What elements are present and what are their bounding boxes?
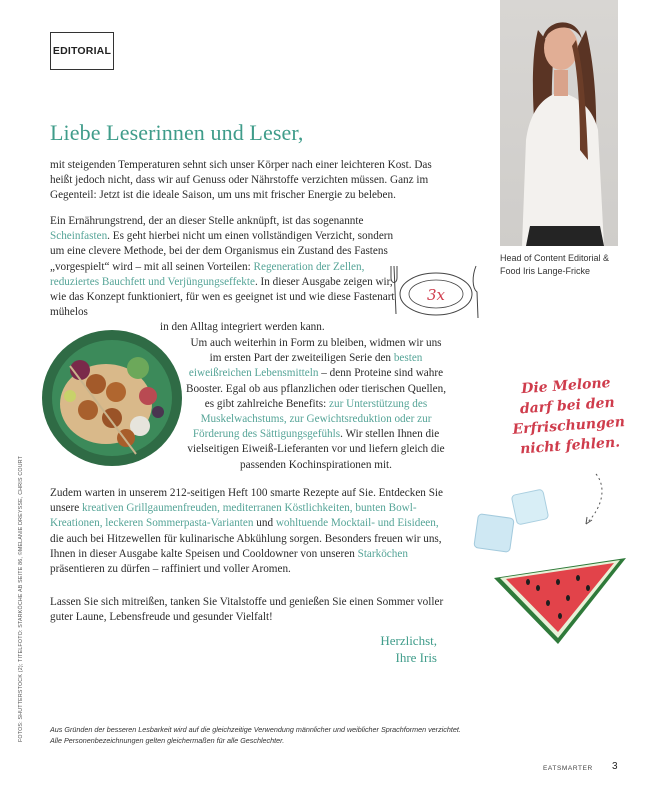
plate-badge: 3x [426,286,446,304]
footnote: Aus Gründen der besseren Lesbarkeit wird auf die gleichzeitige Verwendung männlicher und weiblicher Sprachformen verzichtet. Alle Personenbezeichnungen gelten gleichermaßen für alle Geschlechter. [50,725,461,745]
editor-portrait [500,0,618,246]
fasting-paragraph: Ein Ernährungstrend, der an dieser Stelle anknüpft, ist das sogenannte Scheinfasten. Es geht hierbei nicht um einen vollständigen Verzicht, sondern um eine clevere Methode, bei der dem Organismus ein Zustand des Fastens „vorgespielt“ wird – mit all seinen Vorteilen: Regeneration der Zellen, reduziertes Bauchfett und Verjüngungseffekte. In dieser Ausgabe zeigen wir, wie das Konzept funktioniert, für wen es geeignet ist und wie diese Fastenart mühelos in den Alltag integriert werden kann. [50,215,395,334]
sign-off: Herzlichst, Ihre Iris [380,633,437,665]
footer-brand: EATSMARTER [543,765,593,772]
section-tag: EDITORIAL [50,32,114,70]
portrait-caption: Head of Content Editorial & Food Iris Lange-Fricke [500,253,610,276]
editorial-headline: Liebe Leserinnen und Leser, [50,120,304,145]
melon-note: Die Melone darf bei den Erfrischungen nicht fehlen. [511,374,626,458]
recipes-paragraph: Zudem warten in unserem 212-seitigen Heft 100 smarte Rezepte auf Sie. Entdecken Sie unsere kreativen Grillgaumenfreuden, mediterranen Köstlichkeiten, bunten Bowl-Kreationen, leckeren Sommerpasta-Varianten und wohltuende Mocktail- und Eisideen, die auch bei Hitzewellen für kulinarische Abkühlung sorgen. Besonders freuen wir uns, Ihnen in dieser Ausgabe kalte Speisen und Cooldowner von unseren Starköchen präsentieren zu dürfen – raffiniert und voller Aromen. [50,487,443,576]
highlight-recipe-types: kreativen Grillgaumenfreuden, mediterranen Köstlichkeiten, bunten Bowl-Kreationen, leckeren Sommerpasta-Varianten [50,502,417,530]
highlight-protein-benefits: zur Unterstützung des Muskelwachstums, zur Gewichtsreduktion oder zur Förderung des Sättigungsgefühls [192,397,432,441]
dotted-arrow-icon [570,472,610,537]
page-number: 3 [612,761,618,772]
watermelon-image [488,548,638,653]
closing-paragraph: Lassen Sie sich mitreißen, tanken Sie Vitalstoffe und genießen Sie einen Sommer voller guter Laune, Lebensfreude und gesunder Vielfalt! [50,596,444,624]
food-bowl-image [40,326,188,475]
highlight-protein-foods: besten eiweißreichen Lebensmitteln [188,352,423,380]
protein-paragraph: Um auch weiterhin in Form zu bleiben, widmen wir uns im ersten Part der zweiteiligen Serie den besten eiweißreichen Lebensmitteln – denn Proteine sind wahre Booster. Egal ob aus pflanzlichen oder tierischen Quellen, es gibt zahlreiche Benefits: zur Unterstützung des Muskelwachstums, zur Gewichtsreduktion oder zur Förderung des Sättigungsgefühls. Wir stellen Ihnen die vielseitigen Eiweiß-Lieferanten vor und liefern gleich die passenden Kochinspirationen mit. [185,337,447,471]
highlight-starchefs: Starköchen [357,547,408,560]
photo-credits: FOTOS: SHUTTERSTOCK (2); TITELFOTO: STARKÖCHE AB SEITE 86, ©MELANIE DREYSSE, CHRIS COURT [18,455,24,742]
intro-paragraph: mit steigenden Temperaturen sehnt sich unser Körper nach einer leichteren Kost. Das heißt jedoch nicht, dass wir auf Genuss oder Nährstoffe verzichten müssen. Ganz im Gegenteil: Jetzt ist die ideale Saison, um uns mit frischer Energie zu beleben. [50,159,432,202]
highlight-scheinfasten: Scheinfasten [50,230,108,243]
highlight-benefits: Regeneration der Zellen, reduziertes Bauchfett und Verjüngungseffekte [50,260,365,288]
plate-illustration [388,262,484,329]
highlight-drinks: wohltuende Mocktail- und Eisideen, [275,517,439,530]
